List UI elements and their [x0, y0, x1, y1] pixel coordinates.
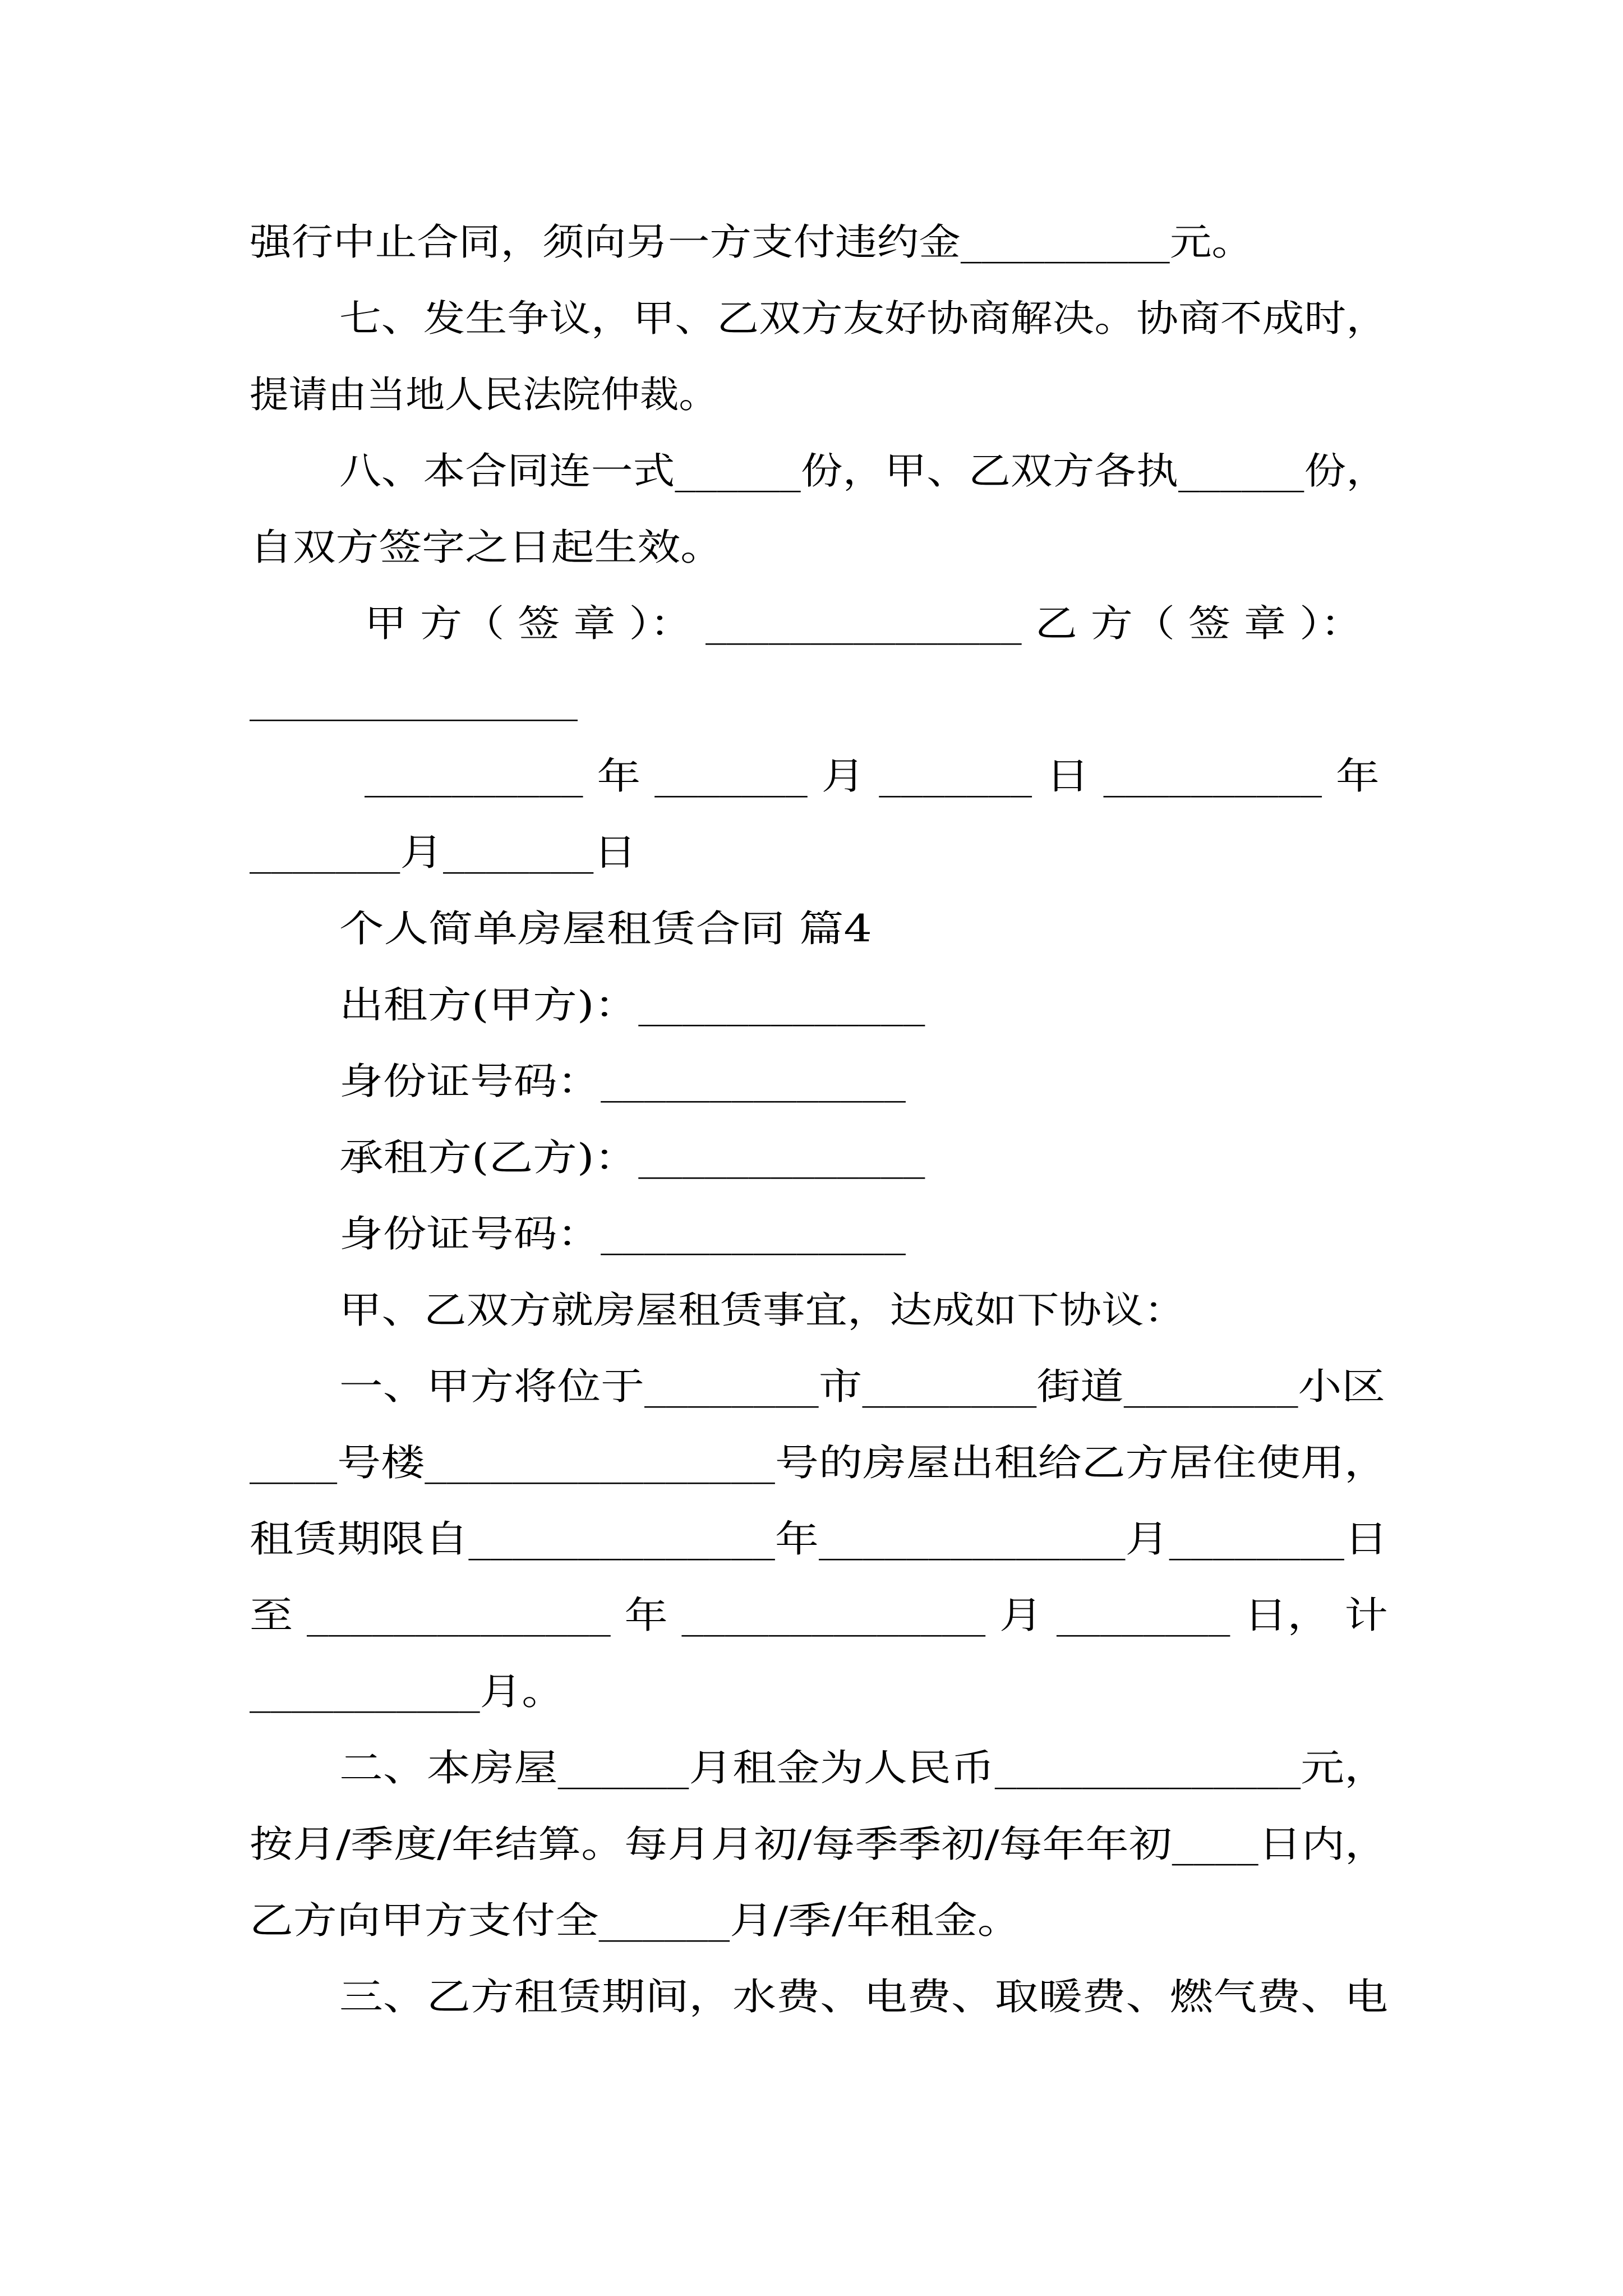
lessor-field: 出租方(甲方)：_____________: [339, 983, 925, 1027]
signature-line: 甲 方（ 签 章 ）： _______________ 乙 方（ 签 章 ）：: [365, 602, 1363, 645]
text-line-5: 自双方签字之日起生效。: [250, 526, 723, 569]
date-line-continued: _______月_______日: [250, 831, 637, 874]
lessee-field: 承租方(乙方)：_____________: [339, 1136, 925, 1179]
text-line-22: 按月/季度/年结算。每月月初/每季季初/每年年初____日内，: [250, 1823, 1388, 1866]
text-line-21: 二、本房屋______月租金为人民币______________元，: [339, 1746, 1388, 1789]
text-line-18: 租赁期限自______________年______________月________日: [250, 1517, 1388, 1561]
lessor-id-field: 身份证号码：______________: [339, 1060, 906, 1103]
text-line-15: 甲、乙双方就房屋租赁事宜，达成如下协议：: [339, 1289, 1186, 1332]
lessee-id-field: 身份证号码：______________: [339, 1212, 906, 1255]
text-line-16: 一、甲方将位于________市________街道________小区: [339, 1365, 1385, 1408]
text-line-23: 乙方向甲方支付全______月/季/年租金。: [250, 1899, 1021, 1942]
text-line-3: 提请由当地人民法院仲裁。: [250, 373, 718, 416]
text-line-20: ___________月。: [250, 1670, 564, 1713]
text-line-19: 至 ______________ 年 ______________ 月 ________ 日， 计: [250, 1594, 1388, 1637]
text-line-2: 七、发生争议，甲、乙双方友好协商解决。协商不成时，: [339, 297, 1388, 340]
text-line-24: 三、乙方租赁期间，水费、电费、取暖费、燃气费、电: [339, 1975, 1388, 2018]
date-line: __________ 年 _______ 月 _______ 日 __________ 年: [365, 754, 1380, 798]
text-line-4: 八、本合同连一式______份，甲、乙双方各执______份，: [339, 449, 1388, 493]
text-line-17: ____号楼________________号的房屋出租给乙方居住使用，: [250, 1441, 1388, 1484]
signature-blank-line: _______________: [250, 678, 578, 721]
text-line-1: 强行中止合同，须向另一方支付违约金__________元。: [250, 220, 1253, 264]
section-title: 个人简单房屋租赁合同 篇4: [339, 907, 872, 950]
